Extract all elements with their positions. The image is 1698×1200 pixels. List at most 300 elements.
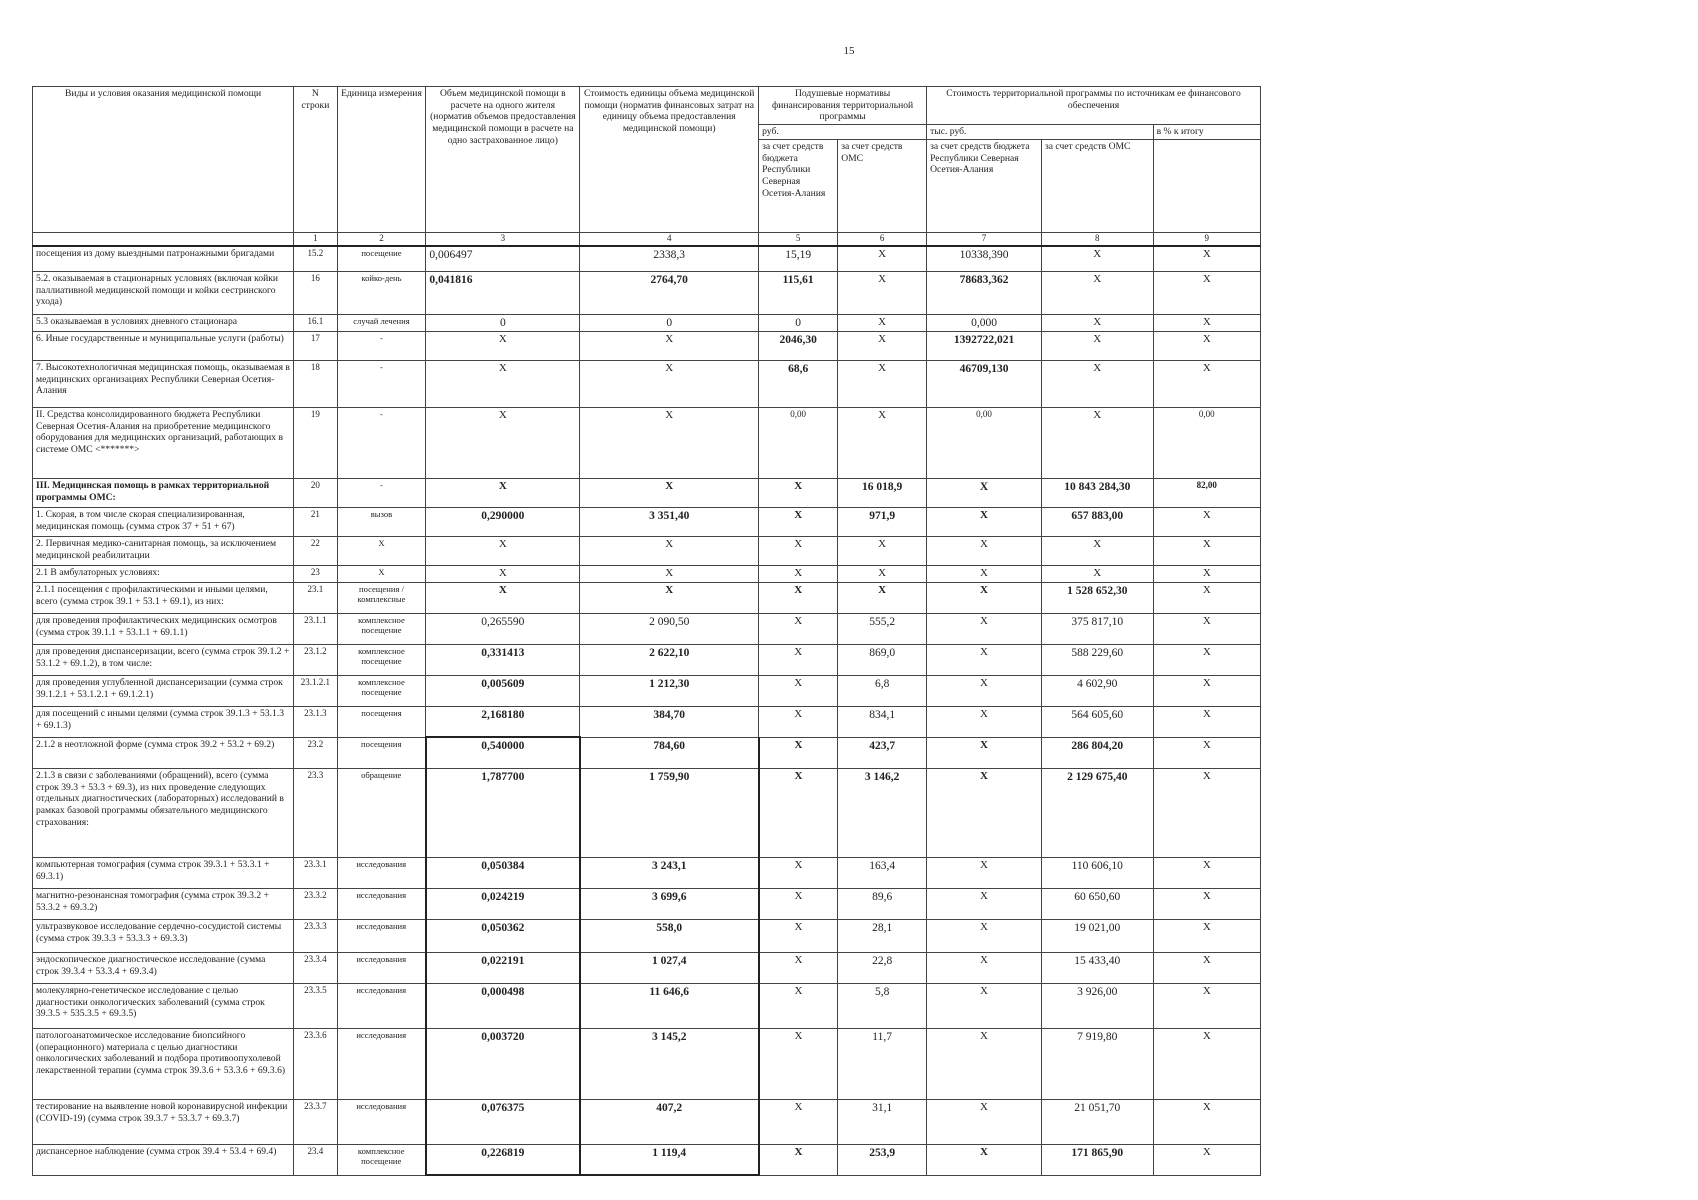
cell-col-6: 28,1 — [838, 919, 927, 952]
table-row — [33, 407, 1261, 478]
cell-col-4: 558,0 — [580, 919, 759, 952]
page-number: 15 — [843, 45, 855, 57]
row-unit: комплексное посещение — [337, 1144, 426, 1175]
row-number: 21 — [294, 507, 337, 536]
table-row — [33, 360, 1261, 407]
row-unit: - — [337, 407, 426, 478]
row-name: 2.1.1 посещения с профилактическими и иными целями, всего (сумма строк 39.1 + 53.1 + 69.1), из них: — [33, 582, 294, 613]
cell-col-5: X — [759, 1028, 838, 1099]
cell-col-7: X — [927, 675, 1042, 706]
row-unit: посещения — [337, 706, 426, 737]
row-number: 23.1.2.1 — [294, 675, 337, 706]
cell-col-7: X — [927, 768, 1042, 857]
cell-col-9: X — [1153, 1028, 1260, 1099]
cell-col-5: 115,61 — [759, 271, 838, 314]
cell-col-5: 2046,30 — [759, 331, 838, 360]
row-number: 23.2 — [294, 737, 337, 768]
table-row — [33, 565, 1261, 582]
cell-col-4: X — [580, 331, 759, 360]
cell-col-9: X — [1153, 271, 1260, 314]
row-unit: обращение — [337, 768, 426, 857]
cell-col-7: X — [927, 565, 1042, 582]
cell-col-8: X — [1041, 536, 1153, 565]
cell-col-6: X — [838, 271, 927, 314]
cell-col-9: X — [1153, 360, 1260, 407]
table-row — [33, 331, 1261, 360]
cell-col-3: 0,006497 — [426, 246, 580, 272]
cell-col-6: X — [838, 407, 927, 478]
cell-col-3: 0,540000 — [426, 737, 580, 768]
table-body — [33, 246, 1261, 1176]
row-number: 23.3.6 — [294, 1028, 337, 1099]
cell-col-6: 555,2 — [838, 613, 927, 644]
col-number — [33, 232, 294, 246]
header-empty — [1153, 139, 1260, 232]
header-rub: руб. — [759, 125, 927, 140]
cell-col-4: 3 351,40 — [580, 507, 759, 536]
cell-col-5: X — [759, 644, 838, 675]
cell-col-4: X — [580, 536, 759, 565]
row-name: II. Средства консолидированного бюджета Республики Северная Осетия-Алания на приобретение медицинского оборудования для медицинских организаций, работающих в системе ОМС <*******> — [33, 407, 294, 478]
cell-col-6: X — [838, 536, 927, 565]
row-unit: X — [337, 565, 426, 582]
row-unit: - — [337, 360, 426, 407]
cell-col-9: X — [1153, 768, 1260, 857]
row-name: магнитно-резонансная томография (сумма строк 39.3.2 + 53.3.2 + 69.3.2) — [33, 888, 294, 919]
cell-col-9: X — [1153, 857, 1260, 888]
col-number: 8 — [1041, 232, 1153, 246]
cell-col-4: 1 027,4 — [580, 952, 759, 983]
cell-col-6: 11,7 — [838, 1028, 927, 1099]
cell-col-7: 0,000 — [927, 314, 1042, 331]
row-number: 23.3.4 — [294, 952, 337, 983]
cell-col-8: X — [1041, 314, 1153, 331]
table-row — [33, 507, 1261, 536]
header-oms-2: за счет средств ОМС — [1041, 139, 1153, 232]
cell-col-7: X — [927, 983, 1042, 1028]
cell-col-4: 3 699,6 — [580, 888, 759, 919]
cell-col-4: 784,60 — [580, 737, 759, 768]
cell-col-3: 0,331413 — [426, 644, 580, 675]
header-kind: Виды и условия оказания медицинской помощи — [33, 87, 294, 233]
cell-col-8: X — [1041, 331, 1153, 360]
cell-col-6: 22,8 — [838, 952, 927, 983]
cell-col-5: X — [759, 507, 838, 536]
table-row — [33, 582, 1261, 613]
row-name: 1. Скорая, в том числе скорая специализированная, медицинская помощь (сумма строк 37 + 51 + 67) — [33, 507, 294, 536]
table-row — [33, 1028, 1261, 1099]
row-unit: комплексное посещение — [337, 675, 426, 706]
cell-col-6: 971,9 — [838, 507, 927, 536]
table-row — [33, 706, 1261, 737]
row-number: 17 — [294, 331, 337, 360]
cell-col-9: X — [1153, 536, 1260, 565]
row-number: 23.1.3 — [294, 706, 337, 737]
cell-col-5: X — [759, 613, 838, 644]
table-row — [33, 983, 1261, 1028]
cell-col-9: X — [1153, 737, 1260, 768]
row-unit: случай лечения — [337, 314, 426, 331]
cell-col-6: X — [838, 314, 927, 331]
cell-col-9: X — [1153, 507, 1260, 536]
cell-col-4: 384,70 — [580, 706, 759, 737]
row-name: для проведения диспансеризации, всего (сумма строк 39.1.2 + 53.1.2 + 69.1.2), в том числе: — [33, 644, 294, 675]
cell-col-6: 16 018,9 — [838, 478, 927, 507]
cell-col-9: X — [1153, 675, 1260, 706]
cell-col-8: X — [1041, 246, 1153, 272]
cell-col-7: X — [927, 952, 1042, 983]
cell-col-9: X — [1153, 952, 1260, 983]
cell-col-5: X — [759, 565, 838, 582]
col-number: 9 — [1153, 232, 1260, 246]
cell-col-9: X — [1153, 983, 1260, 1028]
row-name: III. Медицинская помощь в рамках территориальной программы ОМС: — [33, 478, 294, 507]
table-row — [33, 478, 1261, 507]
cell-col-9: X — [1153, 706, 1260, 737]
cell-col-6: 5,8 — [838, 983, 927, 1028]
row-number: 23.3.1 — [294, 857, 337, 888]
cell-col-7: X — [927, 1144, 1042, 1175]
cell-col-4: 2764,70 — [580, 271, 759, 314]
row-number: 20 — [294, 478, 337, 507]
cell-col-7: X — [927, 1099, 1042, 1144]
row-name: 6. Иные государственные и муниципальные услуги (работы) — [33, 331, 294, 360]
header-unit-cost: Стоимость единицы объема медицинской помощи (норматив финансовых затрат на единицу объема предоставления медицинской помощи) — [580, 87, 759, 233]
cell-col-5: X — [759, 675, 838, 706]
cell-col-5: X — [759, 478, 838, 507]
row-unit: - — [337, 331, 426, 360]
cell-col-8: 19 021,00 — [1041, 919, 1153, 952]
cell-col-7: X — [927, 582, 1042, 613]
cell-col-3: 0,005609 — [426, 675, 580, 706]
row-name: 2.1 В амбулаторных условиях: — [33, 565, 294, 582]
cell-col-7: X — [927, 737, 1042, 768]
row-name: 2.1.3 в связи с заболеваниями (обращений), всего (сумма строк 39.3 + 53.3 + 69.3), из них проведение следующих отдельных диагностических (лабораторных) исследований в рамках базовой программы обязательного медицинского страхования: — [33, 768, 294, 857]
financing-table — [32, 86, 1261, 1176]
header-percent: в % к итогу — [1153, 125, 1260, 140]
cell-col-6: 423,7 — [838, 737, 927, 768]
cell-col-4: 2 622,10 — [580, 644, 759, 675]
cell-col-8: 2 129 675,40 — [1041, 768, 1153, 857]
row-unit: посещение — [337, 246, 426, 272]
row-unit: комплексное посещение — [337, 613, 426, 644]
table-row — [33, 888, 1261, 919]
cell-col-4: X — [580, 478, 759, 507]
col-number: 7 — [927, 232, 1042, 246]
cell-col-6: X — [838, 331, 927, 360]
row-name: для проведения углубленной диспансеризации (сумма строк 39.1.2.1 + 53.1.2.1 + 69.1.2.1) — [33, 675, 294, 706]
cell-col-4: 11 646,6 — [580, 983, 759, 1028]
col-number: 4 — [580, 232, 759, 246]
cell-col-5: 0,00 — [759, 407, 838, 478]
row-name: ультразвуковое исследование сердечно-сосудистой системы (сумма строк 39.3.3 + 53.3.3 + 69.3.3) — [33, 919, 294, 952]
table-row — [33, 1144, 1261, 1175]
row-number: 23.3.3 — [294, 919, 337, 952]
cell-col-3: 0,022191 — [426, 952, 580, 983]
row-name: 5.3 оказываемая в условиях дневного стационара — [33, 314, 294, 331]
table-row — [33, 737, 1261, 768]
cell-col-3: 0 — [426, 314, 580, 331]
cell-col-7: X — [927, 536, 1042, 565]
cell-col-8: 110 606,10 — [1041, 857, 1153, 888]
cell-col-5: X — [759, 1144, 838, 1175]
cell-col-7: X — [927, 706, 1042, 737]
cell-col-8: 657 883,00 — [1041, 507, 1153, 536]
cell-col-9: X — [1153, 582, 1260, 613]
table-row — [33, 536, 1261, 565]
row-name: 2.1.2 в неотложной форме (сумма строк 39.2 + 53.2 + 69.2) — [33, 737, 294, 768]
cell-col-4: 3 243,1 — [580, 857, 759, 888]
row-number: 23.1.2 — [294, 644, 337, 675]
cell-col-5: X — [759, 706, 838, 737]
row-number: 23.1.1 — [294, 613, 337, 644]
row-number: 23.4 — [294, 1144, 337, 1175]
col-number: 2 — [337, 232, 426, 246]
cell-col-8: 21 051,70 — [1041, 1099, 1153, 1144]
row-unit: исследования — [337, 919, 426, 952]
cell-col-6: 6,8 — [838, 675, 927, 706]
row-unit: X — [337, 536, 426, 565]
table-row — [33, 644, 1261, 675]
row-unit: - — [337, 478, 426, 507]
col-number: 3 — [426, 232, 580, 246]
cell-col-5: X — [759, 857, 838, 888]
cell-col-5: X — [759, 888, 838, 919]
column-numbers-row — [33, 232, 1261, 246]
row-number: 19 — [294, 407, 337, 478]
cell-col-7: 10338,390 — [927, 246, 1042, 272]
cell-col-9: X — [1153, 919, 1260, 952]
row-number: 23.3.5 — [294, 983, 337, 1028]
cell-col-8: X — [1041, 360, 1153, 407]
row-number: 23.3.2 — [294, 888, 337, 919]
cell-col-7: X — [927, 857, 1042, 888]
cell-col-9: X — [1153, 565, 1260, 582]
cell-col-3: 0,265590 — [426, 613, 580, 644]
cell-col-9: X — [1153, 331, 1260, 360]
cell-col-6: 869,0 — [838, 644, 927, 675]
cell-col-3: X — [426, 407, 580, 478]
cell-col-3: 0,050362 — [426, 919, 580, 952]
row-unit: исследования — [337, 1028, 426, 1099]
cell-col-8: X — [1041, 271, 1153, 314]
header-thousand-rub: тыс. руб. — [927, 125, 1154, 140]
cell-col-6: X — [838, 565, 927, 582]
cell-col-5: 68,6 — [759, 360, 838, 407]
cell-col-7: X — [927, 888, 1042, 919]
cell-col-8: 10 843 284,30 — [1041, 478, 1153, 507]
cell-col-4: 2 090,50 — [580, 613, 759, 644]
row-unit: койко-день — [337, 271, 426, 314]
cell-col-7: 0,00 — [927, 407, 1042, 478]
header-per-capita: Подушевые нормативы финансирования территориальной программы — [759, 87, 927, 125]
cell-col-8: 588 229,60 — [1041, 644, 1153, 675]
row-name: тестирование на выявление новой коронавирусной инфекции (COVID-19) (сумма строк 39.3.7 + 53.3.7 + 69.3.7) — [33, 1099, 294, 1144]
header-program-cost: Стоимость территориальной программы по источникам ее финансового обеспечения — [927, 87, 1261, 125]
header-budget-2: за счет средств бюджета Республики Северная Осетия-Алания — [927, 139, 1042, 232]
cell-col-5: 15,19 — [759, 246, 838, 272]
cell-col-4: X — [580, 565, 759, 582]
cell-col-7: X — [927, 613, 1042, 644]
cell-col-8: 286 804,20 — [1041, 737, 1153, 768]
cell-col-6: X — [838, 582, 927, 613]
cell-col-3: 0,050384 — [426, 857, 580, 888]
cell-col-4: X — [580, 582, 759, 613]
cell-col-3: X — [426, 360, 580, 407]
row-unit: посещения / комплексные — [337, 582, 426, 613]
row-name: 5.2. оказываемая в стационарных условиях (включая койки паллиативной медицинской помощи и койки сестринского ухода) — [33, 271, 294, 314]
cell-col-5: X — [759, 983, 838, 1028]
cell-col-5: X — [759, 582, 838, 613]
row-number: 23.1 — [294, 582, 337, 613]
cell-col-3: X — [426, 331, 580, 360]
cell-col-4: X — [580, 360, 759, 407]
cell-col-7: 46709,130 — [927, 360, 1042, 407]
row-unit: исследования — [337, 952, 426, 983]
col-number: 1 — [294, 232, 337, 246]
cell-col-7: 78683,362 — [927, 271, 1042, 314]
cell-col-3: 0,041816 — [426, 271, 580, 314]
row-number: 15.2 — [294, 246, 337, 272]
cell-col-7: X — [927, 644, 1042, 675]
row-number: 23 — [294, 565, 337, 582]
cell-col-9: X — [1153, 613, 1260, 644]
cell-col-7: X — [927, 1028, 1042, 1099]
row-name: диспансерное наблюдение (сумма строк 39.4 + 53.4 + 69.4) — [33, 1144, 294, 1175]
cell-col-8: 564 605,60 — [1041, 706, 1153, 737]
cell-col-4: 407,2 — [580, 1099, 759, 1144]
table-row — [33, 952, 1261, 983]
row-name: эндоскопическое диагностическое исследование (сумма строк 39.3.4 + 53.3.4 + 69.3.4) — [33, 952, 294, 983]
row-name: 7. Высокотехнологичная медицинская помощь, оказываемая в медицинских организациях Республики Северная Осетия-Алания — [33, 360, 294, 407]
cell-col-7: X — [927, 507, 1042, 536]
cell-col-9: X — [1153, 246, 1260, 272]
cell-col-9: X — [1153, 1144, 1260, 1175]
row-number: 22 — [294, 536, 337, 565]
table-row — [33, 768, 1261, 857]
row-unit: вызов — [337, 507, 426, 536]
row-unit: комплексное посещение — [337, 644, 426, 675]
cell-col-3: 0,226819 — [426, 1144, 580, 1175]
cell-col-4: 1 212,30 — [580, 675, 759, 706]
cell-col-6: X — [838, 360, 927, 407]
cell-col-8: 15 433,40 — [1041, 952, 1153, 983]
cell-col-3: X — [426, 582, 580, 613]
row-number: 23.3 — [294, 768, 337, 857]
cell-col-5: X — [759, 536, 838, 565]
table-row — [33, 919, 1261, 952]
cell-col-5: X — [759, 768, 838, 857]
col-number: 6 — [838, 232, 927, 246]
row-unit: посещения — [337, 737, 426, 768]
cell-col-3: X — [426, 536, 580, 565]
cell-col-9: X — [1153, 644, 1260, 675]
row-name: для посещений с иными целями (сумма строк 39.1.3 + 53.1.3 + 69.1.3) — [33, 706, 294, 737]
row-name: для проведения профилактических медицинских осмотров (сумма строк 39.1.1 + 53.1.1 + 69.1.1) — [33, 613, 294, 644]
row-unit: исследования — [337, 888, 426, 919]
cell-col-8: X — [1041, 565, 1153, 582]
cell-col-7: X — [927, 919, 1042, 952]
cell-col-6: 834,1 — [838, 706, 927, 737]
cell-col-8: 171 865,90 — [1041, 1144, 1153, 1175]
header-unit: Единица измерения — [337, 87, 426, 233]
cell-col-6: 163,4 — [838, 857, 927, 888]
cell-col-9: X — [1153, 314, 1260, 331]
cell-col-9: 0,00 — [1153, 407, 1260, 478]
cell-col-3: 0,290000 — [426, 507, 580, 536]
cell-col-6: X — [838, 246, 927, 272]
cell-col-4: 2338,3 — [580, 246, 759, 272]
table-row — [33, 857, 1261, 888]
cell-col-5: 0 — [759, 314, 838, 331]
table-row — [33, 675, 1261, 706]
cell-col-3: X — [426, 478, 580, 507]
cell-col-3: 1,787700 — [426, 768, 580, 857]
cell-col-6: 89,6 — [838, 888, 927, 919]
table-row — [33, 613, 1261, 644]
header-budget: за счет средств бюджета Республики Северная Осетия-Алания — [759, 139, 838, 232]
row-number: 23.3.7 — [294, 1099, 337, 1144]
table-row — [33, 246, 1261, 272]
row-unit: исследования — [337, 983, 426, 1028]
cell-col-5: X — [759, 952, 838, 983]
cell-col-8: 1 528 652,30 — [1041, 582, 1153, 613]
cell-col-3: X — [426, 565, 580, 582]
row-name: патологоанатомическое исследование биопсийного (операционного) материала с целью диагностики онкологических заболеваний и подбора противоопухолевой лекарственной терапии (сумма строк 39.3.6 + 53.3.6 + 69.3.6) — [33, 1028, 294, 1099]
cell-col-8: 3 926,00 — [1041, 983, 1153, 1028]
row-name: молекулярно-генетическое исследование с целью диагностики онкологических заболеваний (сумма строк 39.3.5 + 535.3.5 + 69.3.5) — [33, 983, 294, 1028]
col-number: 5 — [759, 232, 838, 246]
cell-col-8: 60 650,60 — [1041, 888, 1153, 919]
cell-col-5: X — [759, 919, 838, 952]
row-name: посещения из дому выездными патронажными бригадами — [33, 246, 294, 272]
table-row — [33, 271, 1261, 314]
cell-col-4: 1 119,4 — [580, 1144, 759, 1175]
cell-col-3: 2,168180 — [426, 706, 580, 737]
row-unit: исследования — [337, 1099, 426, 1144]
cell-col-6: 253,9 — [838, 1144, 927, 1175]
row-number: 16 — [294, 271, 337, 314]
cell-col-8: 4 602,90 — [1041, 675, 1153, 706]
table-row — [33, 314, 1261, 331]
header-row-1 — [33, 87, 1261, 125]
table-row — [33, 1099, 1261, 1144]
cell-col-4: 1 759,90 — [580, 768, 759, 857]
cell-col-9: 82,00 — [1153, 478, 1260, 507]
cell-col-4: X — [580, 407, 759, 478]
row-name: компьютерная томография (сумма строк 39.3.1 + 53.3.1 + 69.3.1) — [33, 857, 294, 888]
row-unit: исследования — [337, 857, 426, 888]
cell-col-5: X — [759, 1099, 838, 1144]
cell-col-3: 0,003720 — [426, 1028, 580, 1099]
cell-col-7: X — [927, 478, 1042, 507]
cell-col-7: 1392722,021 — [927, 331, 1042, 360]
header-row-number: N строки — [294, 87, 337, 233]
cell-col-6: 31,1 — [838, 1099, 927, 1144]
cell-col-9: X — [1153, 888, 1260, 919]
header-oms: за счет средств ОМС — [838, 139, 927, 232]
header-volume: Объем медицинской помощи в расчете на одного жителя (норматив объемов предоставления медицинской помощи в расчете на одно застрахованное лицо) — [426, 87, 580, 233]
cell-col-8: 375 817,10 — [1041, 613, 1153, 644]
cell-col-5: X — [759, 737, 838, 768]
cell-col-4: 3 145,2 — [580, 1028, 759, 1099]
cell-col-8: X — [1041, 407, 1153, 478]
cell-col-4: 0 — [580, 314, 759, 331]
cell-col-8: 7 919,80 — [1041, 1028, 1153, 1099]
cell-col-9: X — [1153, 1099, 1260, 1144]
cell-col-3: 0,076375 — [426, 1099, 580, 1144]
cell-col-3: 0,000498 — [426, 983, 580, 1028]
